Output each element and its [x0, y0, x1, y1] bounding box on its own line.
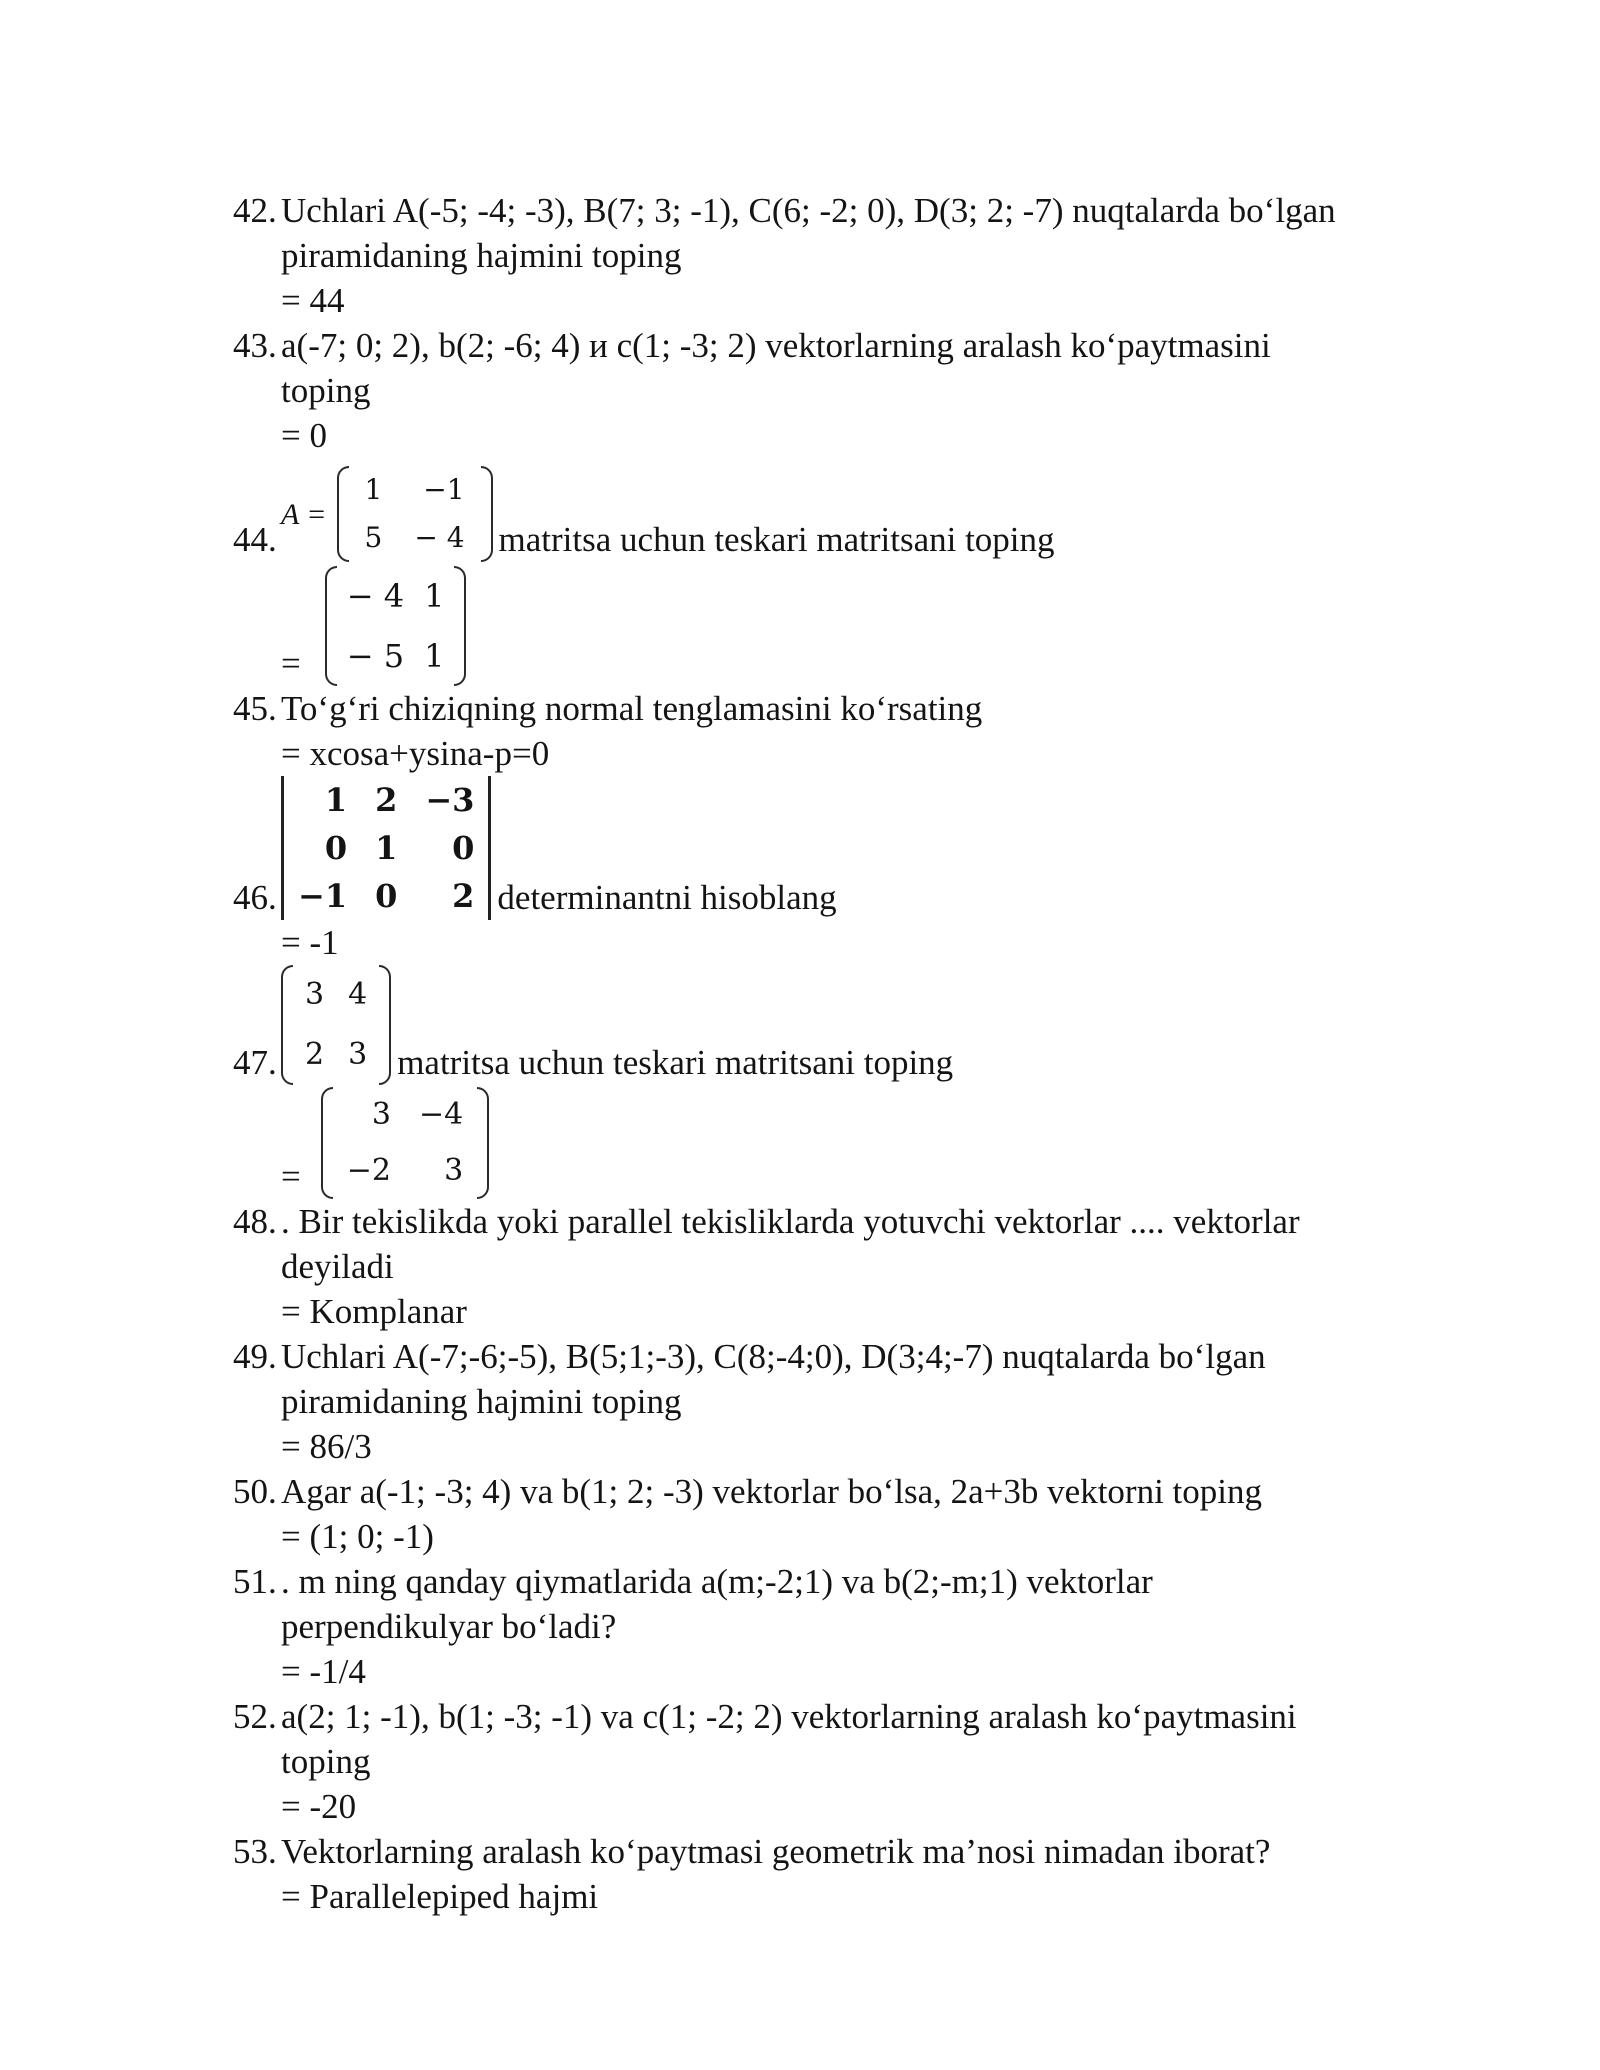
answer-prefix: = — [281, 1157, 301, 1196]
question-number: 53. — [233, 1832, 277, 1871]
matrix-cell: −4 — [418, 1097, 464, 1132]
question-number: 43. — [233, 326, 277, 365]
answer: = xcosa+ysina-p=0 — [281, 734, 550, 773]
matrix-cell: 3 — [444, 1153, 464, 1188]
answer-matrix — [325, 566, 467, 686]
matrix-cell: 0 — [324, 829, 348, 867]
answer: = Parallelepiped hajmi — [281, 1877, 599, 1916]
matrix-cell: 0 — [452, 829, 475, 867]
question-text: determinantni hisoblang — [497, 878, 837, 917]
question-44 — [233, 466, 1413, 686]
question-text-continued: toping — [281, 1742, 371, 1781]
matrix-a — [337, 466, 493, 562]
question-text: Vektorlarning aralash ko‘paytmasi geometrik ma’nosi nimadan iborat? — [281, 1832, 1271, 1871]
matrix-cell: 2 — [375, 781, 398, 819]
question-48 — [233, 1199, 1413, 1334]
answer: = (1; 0; -1) — [281, 1517, 434, 1556]
question-text: matritsa uchun teskari matritsani toping — [498, 520, 1055, 559]
question-52 — [233, 1694, 1413, 1829]
answer: = 44 — [281, 281, 345, 320]
matrix-cell: 4 — [348, 977, 368, 1012]
question-text: a(2; 1; -1), b(1; -3; -1) va c(1; -2; 2) vektorlarning aralash ko‘paytmasini — [281, 1697, 1297, 1736]
matrix-cell: 2 — [305, 1037, 325, 1072]
question-text: a(-7; 0; 2), b(2; -6; 4) и c(1; -3; 2) vektorlarning aralash ko‘paytmasini — [281, 326, 1271, 365]
question-text-continued: perpendikulyar bo‘ladi? — [281, 1607, 617, 1646]
matrix-cell: − 4 — [346, 577, 405, 615]
matrix-cell: 5 — [364, 521, 383, 554]
question-text: . m ning qanday qiymatlarida a(m;-2;1) va b(2;-m;1) vektorlar — [281, 1562, 1153, 1601]
answer-matrix — [321, 1087, 489, 1199]
question-51 — [233, 1559, 1413, 1694]
question-53 — [233, 1829, 1413, 1919]
matrix-cell: 1 — [424, 577, 445, 615]
question-number: 47. — [233, 1043, 277, 1082]
matrix-cell: 2 — [452, 877, 475, 915]
matrix-cell: 1 — [424, 637, 445, 675]
matrix-cell: 1 — [375, 829, 398, 867]
question-text-continued: piramidaning hajmini toping — [281, 236, 682, 275]
question-number: 51. — [233, 1562, 277, 1601]
question-number: 44. — [233, 520, 277, 559]
question-text: . Bir tekislikda yoki parallel tekisliklarda yotuvchi vektorlar .... vektorlar — [281, 1202, 1300, 1241]
question-text: Uchlari A(-7;-6;-5), B(5;1;-3), C(8;-4;0), D(3;4;-7) nuqtalarda bo‘lgan — [281, 1337, 1266, 1376]
answer: = 86/3 — [281, 1427, 372, 1466]
matrix-cell: − 5 — [346, 637, 405, 675]
question-46 — [233, 776, 1413, 965]
question-number: 42. — [233, 191, 277, 230]
question-text: To‘g‘ri chiziqning normal tenglamasini ko‘rsating — [281, 689, 983, 728]
question-number: 52. — [233, 1697, 277, 1736]
question-number: 45. — [233, 689, 277, 728]
answer: = -1/4 — [281, 1652, 366, 1691]
matrix-cell: 3 — [371, 1097, 391, 1132]
question-43 — [233, 323, 1413, 458]
matrix-cell: −1 — [423, 473, 465, 506]
question-number: 50. — [233, 1472, 277, 1511]
matrix-cell: −1 — [298, 877, 348, 915]
matrix-cell: 3 — [348, 1037, 368, 1072]
answer: = Komplanar — [281, 1292, 467, 1331]
matrix-cell: −2 — [346, 1153, 391, 1188]
question-list — [233, 188, 1413, 1919]
matrix-b — [281, 965, 391, 1085]
matrix-cell: 3 — [305, 977, 325, 1012]
answer-prefix: = — [281, 644, 301, 683]
answer: = 0 — [281, 416, 327, 455]
question-50 — [233, 1469, 1413, 1559]
question-45 — [233, 686, 1413, 776]
question-text-continued: toping — [281, 371, 371, 410]
answer: = -20 — [281, 1787, 357, 1826]
question-text-continued: piramidaning hajmini toping — [281, 1382, 682, 1421]
matrix-cell: −3 — [425, 781, 475, 819]
question-text: Agar a(-1; -3; 4) va b(1; 2; -3) vektorlar bo‘lsa, 2a+3b vektorni toping — [281, 1472, 1262, 1511]
question-text: Uchlari A(-5; -4; -3), B(7; 3; -1), C(6; -2; 0), D(3; 2; -7) nuqtalarda bo‘lgan — [281, 191, 1336, 230]
matrix-label: A = — [281, 497, 327, 531]
question-number: 46. — [233, 878, 277, 917]
question-text-continued: deyiladi — [281, 1247, 394, 1286]
matrix-cell: − 4 — [414, 521, 465, 554]
question-number: 48. — [233, 1202, 277, 1241]
matrix-cell: 1 — [324, 781, 348, 819]
question-49 — [233, 1334, 1413, 1469]
question-text: matritsa uchun teskari matritsani toping — [397, 1043, 954, 1082]
question-number: 49. — [233, 1337, 277, 1376]
matrix-cell: 1 — [364, 473, 383, 506]
answer: = -1 — [281, 923, 339, 962]
question-42 — [233, 188, 1413, 323]
matrix-cell: 0 — [375, 877, 398, 915]
question-47 — [233, 965, 1413, 1199]
determinant-matrix — [281, 776, 491, 920]
